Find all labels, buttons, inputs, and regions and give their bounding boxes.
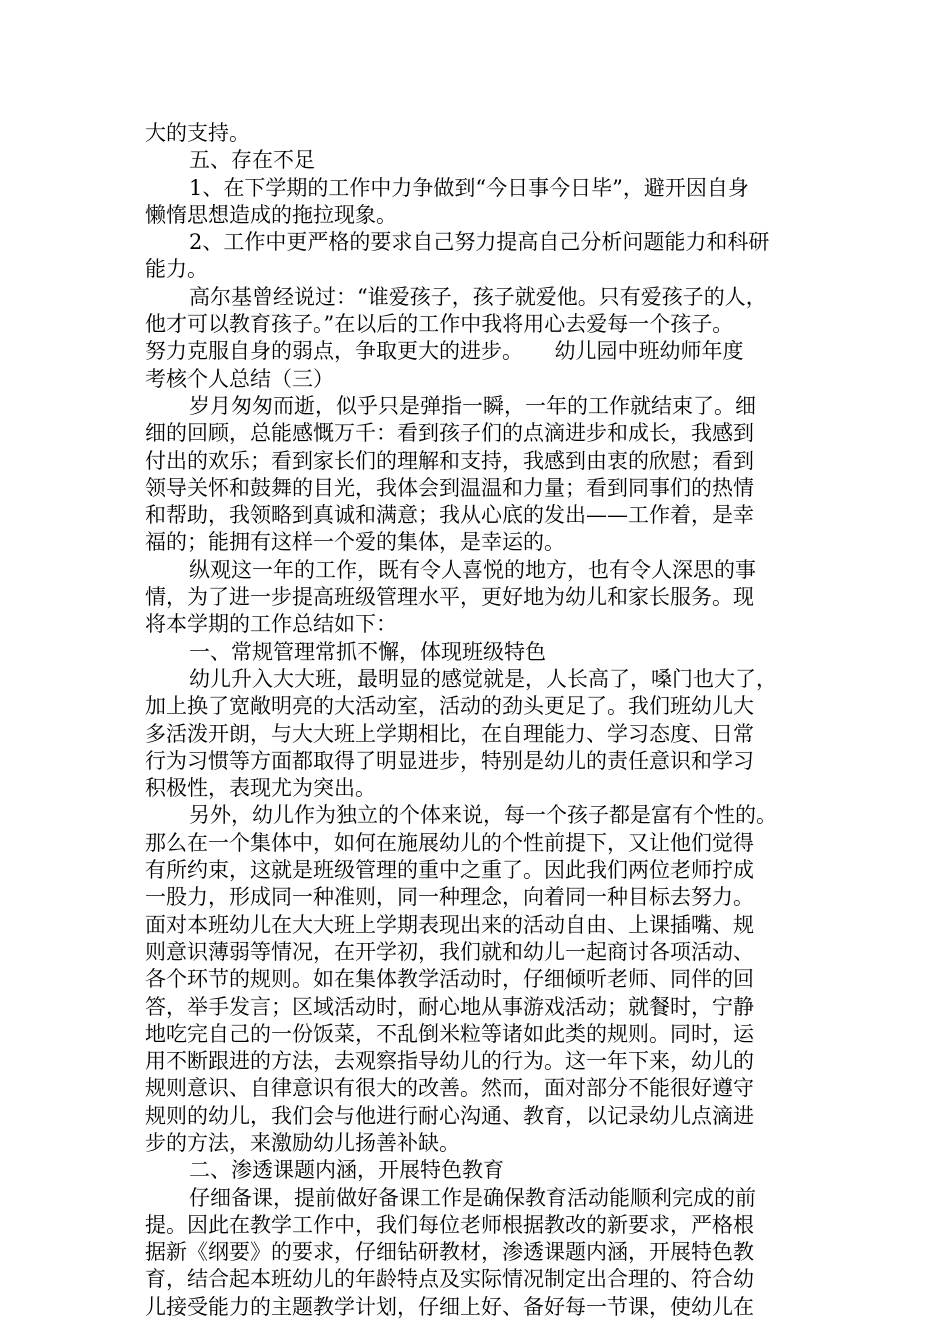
- text-line: 细的回顾，总能感慨万千：看到孩子们的点滴进步和成长，我感到: [145, 421, 754, 446]
- text-line: 那么在一个集体中，如何在施展幼儿的个性前提下，又让他们觉得: [145, 830, 754, 855]
- text-line: 有所约束，这就是班级管理的重中之重了。因此我们两位老师拧成: [145, 858, 754, 883]
- text-line: 提。因此在教学工作中，我们每位老师根据教改的新要求，严格根: [145, 1212, 754, 1237]
- text-line: 多活泼开朗，与大大班上学期相比，在自理能力、学习态度、日常: [145, 721, 754, 746]
- text-line: 五、存在不足: [189, 148, 315, 173]
- text-line: 高尔基曾经说过：“谁爱孩子，孩子就爱他。只有爱孩子的人，: [189, 284, 767, 309]
- text-line: 考核个人总结（三）: [145, 366, 334, 391]
- text-line: 则意识薄弱等情况，在开学初，我们就和幼儿一起商讨各项活动、: [145, 939, 754, 964]
- text-line: 据新《纲要》的要求，仔细钻研教材，渗透课题内涵，开展特色教: [145, 1240, 754, 1265]
- text-line: 岁月匆匆而逝，似乎只是弹指一瞬，一年的工作就结束了。细: [189, 393, 756, 418]
- text-line: 规则意识、自律意识有很大的改善。然而，面对部分不能很好遵守: [145, 1076, 754, 1101]
- text-line: 付出的欢乐；看到家长们的理解和支持，我感到由衷的欣慰；看到: [145, 448, 754, 473]
- text-line: 幼儿升入大大班，最明显的感觉就是，人长高了，嗓门也大了，: [189, 666, 777, 691]
- text-line: 一、常规管理常抓不懈，体现班级特色: [189, 639, 546, 664]
- text-line: 育，结合起本班幼儿的年龄特点及实际情况制定出合理的、符合幼: [145, 1267, 754, 1292]
- text-line: 另外，幼儿作为独立的个体来说，每一个孩子都是富有个性的。: [189, 803, 777, 828]
- text-line: 各个环节的规则。如在集体教学活动时，仔细倾听老师、同伴的回: [145, 967, 754, 992]
- text-line: 将本学期的工作总结如下：: [145, 612, 397, 637]
- text-line: 能力。: [145, 257, 208, 282]
- text-line: 大的支持。: [145, 121, 250, 145]
- text-line: 积极性，表现尤为突出。: [145, 776, 376, 801]
- body-text: [145, 120, 809, 1321]
- text-line: 2、工作中更严格的要求自己努力提高自己分析问题能力和科研: [189, 230, 770, 255]
- text-line: 地吃完自己的一份饭菜，不乱倒米粒等诸如此类的规则。同时，运: [145, 1021, 754, 1046]
- text-line: 1、在下学期的工作中力争做到“今日事今日毕”，避开因自身: [189, 175, 749, 200]
- text-line: 领导关怀和鼓舞的目光，我体会到温温和力量；看到同事们的热情: [145, 475, 754, 500]
- text-line: 答，举手发言；区域活动时，耐心地从事游戏活动；就餐时，宁静: [145, 994, 754, 1019]
- text-line: 福的；能拥有这样一个爱的集体，是幸运的。: [145, 530, 565, 555]
- text-line: 二、渗透课题内涵，开展特色教育: [189, 1158, 504, 1183]
- text-line: 规则的幼儿，我们会与他进行耐心沟通、教育，以记录幼儿点滴进: [145, 1103, 754, 1128]
- text-line: 他才可以教育孩子。”在以后的工作中我将用心去爱每一个孩子。: [145, 312, 734, 337]
- text-line: 用不断跟进的方法，去观察指导幼儿的行为。这一年下来，幼儿的: [145, 1049, 754, 1074]
- text-line: 仔细备课，提前做好备课工作是确保教育活动能顺利完成的前: [189, 1185, 756, 1210]
- text-line: 懒惰思想造成的拖拉现象。: [145, 202, 397, 227]
- text-line: 步的方法，来激励幼儿扬善补缺。: [145, 1130, 460, 1155]
- text-line: 一股力，形成同一种准则，同一种理念，向着同一种目标去努力。: [145, 885, 754, 910]
- text-line: 加上换了宽敞明亮的大活动室，活动的劲头更足了。我们班幼儿大: [145, 694, 754, 719]
- text-line: 努力克服自身的弱点，争取更大的进步。 幼儿园中班幼师年度: [145, 339, 744, 364]
- text-line: 和帮助，我领略到真诚和满意；我从心底的发出——工作着，是幸: [145, 503, 754, 528]
- text-line: 面对本班幼儿在大大班上学期表现出来的活动自由、上课插嘴、规: [145, 912, 754, 937]
- text-line: 纵观这一年的工作，既有令人喜悦的地方，也有令人深思的事: [189, 557, 756, 582]
- text-line: 情，为了进一步提高班级管理水平，更好地为幼儿和家长服务。现: [145, 585, 754, 610]
- text-line: 行为习惯等方面都取得了明显进步，特别是幼儿的责任意识和学习: [145, 748, 754, 773]
- text-line: 儿接受能力的主题教学计划，仔细上好、备好每一节课，使幼儿在: [145, 1294, 754, 1319]
